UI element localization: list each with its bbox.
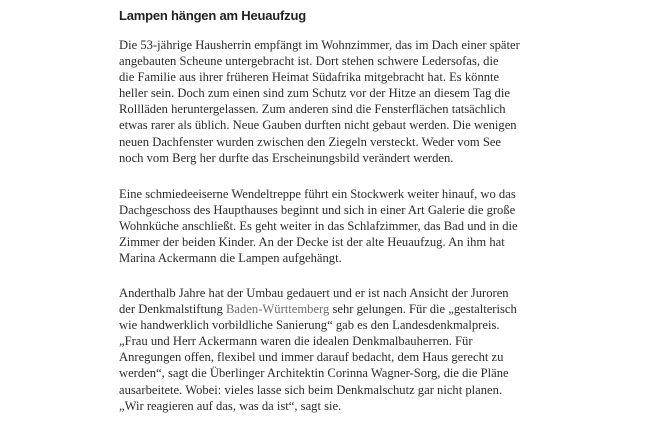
paragraph-2	[119, 186, 518, 266]
text-line: Zimmer der beiden Kinder. An der Decke ist der alte Heuaufzug. An ihm hat	[119, 235, 505, 250]
text-line: „Wir reagieren auf das, was da ist“, sagt sie.	[119, 398, 342, 413]
paragraph-1	[119, 37, 520, 166]
text-line: Die 53-jährige Hausherrin empfängt im Wohnzimmer, das im Dach einer später	[119, 38, 520, 52]
text-line: noch vom Berg her durfte das Erscheinungsbild verändert werden.	[119, 150, 454, 165]
text-line: „Frau und Herr Ackermann waren die idealen Denkmalbauherren. Für	[119, 334, 473, 349]
text-line: ausarbeitete. Wobei: vieles lasse sich beim Denkmalschutz gar nicht planen.	[119, 382, 503, 397]
text-fragment: sehr gelungen. Für die „gestalterisch	[329, 302, 517, 317]
text-line: Anregungen offen, flexibel und immer darauf bedacht, dem Haus gerecht zu	[119, 350, 504, 365]
text-line-with-link	[119, 301, 517, 317]
text-line: angebauten Scheune untergebracht ist. Dort stehen schwere Ledersofas, die	[119, 54, 499, 69]
text-line: heller sein. Doch zum einen sind zum Schutz vor der Hitze an diesem Tag die	[119, 86, 510, 101]
text-line: Wohnküche anschließt. Es geht weiter in das Schlafzimmer, das Bad und in die	[119, 219, 518, 234]
text-line: wie handwerklich vorbildliche Sanierung“ gab es den Landesdenkmalpreis.	[119, 318, 500, 333]
text-line: werden“, sagt die Überlinger Architektin Corinna Wagner-Sorg, die die Pläne	[119, 366, 509, 381]
text-line: die Familie aus ihrer früheren Heimat Südafrika mitgebracht hat. Es könnte	[119, 70, 500, 85]
text-fragment: der Denkmalstiftung	[119, 302, 227, 317]
section-heading: Lampen hängen am Heuaufzug	[119, 8, 306, 23]
text-line: Eine schmiedeeiserne Wendeltreppe führt ein Stockwerk weiter hinauf, wo das	[119, 187, 516, 201]
text-line: Marina Ackermann die Lampen aufgehängt.	[119, 251, 342, 266]
text-line: Dachgeschoss des Haupthauses beginnt und sich in einer Art Galerie die große	[119, 203, 516, 218]
text-line: Anderthalb Jahre hat der Umbau gedauert und er ist nach Ansicht der Juroren	[119, 286, 509, 300]
text-line: etwas rarer als üblich. Neue Gauben durften nicht gebaut werden. Die wenigen	[119, 118, 517, 133]
text-line: Rollläden heruntergelassen. Zum anderen sind die Fensterflächen tatsächlich	[119, 102, 506, 117]
text-line: neuen Dachfenster wurden zwischen den Ziegeln versteckt. Weder vom See	[119, 134, 502, 149]
paragraph-3	[119, 285, 517, 414]
baden-wuerttemberg-link[interactable]: Baden-Württemberg	[226, 302, 330, 317]
